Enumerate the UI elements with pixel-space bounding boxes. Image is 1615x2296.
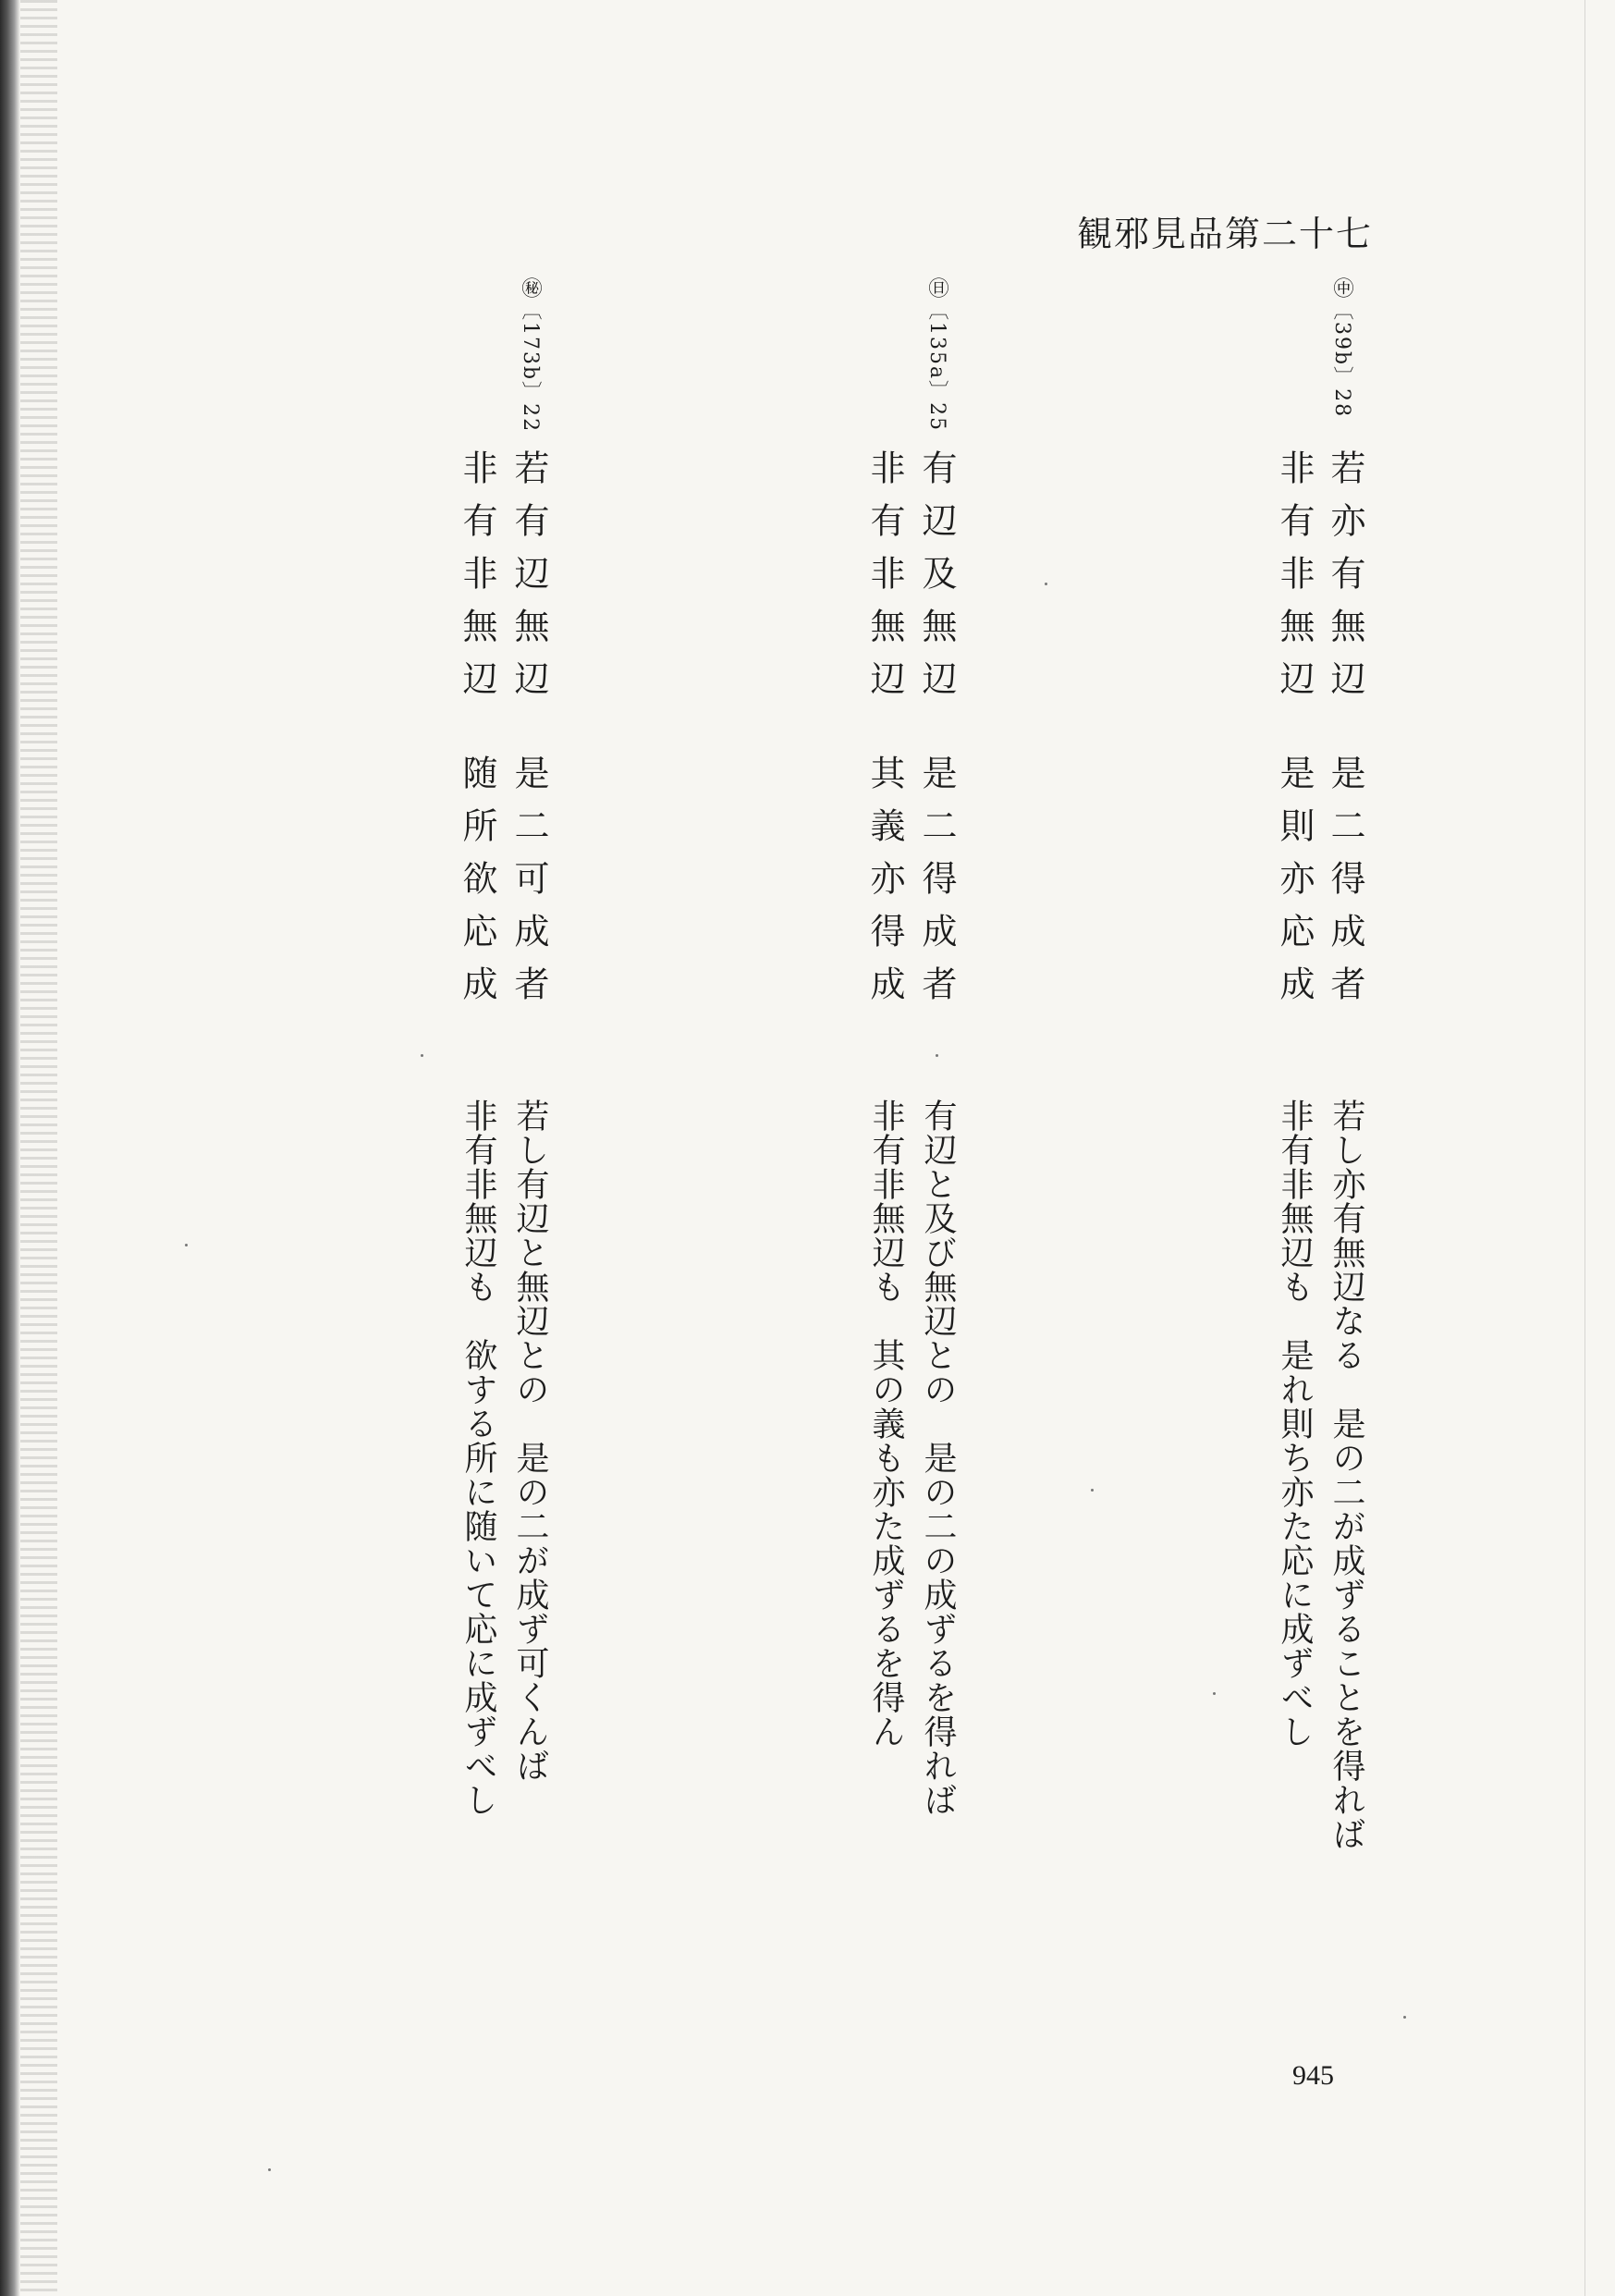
running-header: 観邪見品第二十七 — [1077, 214, 1374, 254]
block-3-verse-line-1: 若有辺無辺 — [508, 449, 549, 713]
scan-speck — [936, 1054, 938, 1057]
scan-speck — [1091, 1489, 1094, 1492]
block-3-reference: ㊙〔173b〕22 — [519, 277, 542, 434]
right-margin-line — [1584, 0, 1585, 2296]
scan-speck — [1403, 2016, 1406, 2019]
block-3-translation-line-1: 若し有辺と無辺との 是の二が成ず可くんば — [511, 1099, 549, 1783]
scan-speck — [268, 2168, 271, 2171]
block-2-verse-line-1: 有辺及無辺 — [916, 449, 957, 713]
block-2-verse-line-2: 是二得成者 — [916, 755, 957, 1018]
block-1-translation-line-2: 非有非無辺も 是れ則ち亦た応に成ずべし — [1276, 1099, 1314, 1749]
block-2-translation-line-2: 非有非無辺も 其の義も亦た成ずるを得ん — [867, 1099, 905, 1749]
scan-speck — [421, 1054, 423, 1057]
block-2-verse-line-4: 其義亦得成 — [864, 755, 905, 1018]
block-1-reference: ㊥〔39b〕28 — [1330, 277, 1353, 419]
block-3-translation-line-2: 非有非無辺も 欲する所に随いて応に成ずべし — [459, 1099, 497, 1817]
scan-speck — [1213, 1692, 1216, 1695]
scan-speck — [185, 1244, 188, 1246]
block-2-verse-line-3: 非有非無辺 — [864, 449, 905, 713]
block-1-verse-line-1: 若亦有無辺 — [1325, 449, 1365, 713]
scan-speck — [1045, 583, 1047, 585]
page-edge-texture — [20, 0, 57, 2296]
page-number: 945 — [1292, 2060, 1334, 2091]
block-1-verse-line-2: 是二得成者 — [1325, 755, 1365, 1018]
block-1-verse-line-3: 非有非無辺 — [1274, 449, 1315, 713]
block-3-verse-line-4: 随所欲応成 — [457, 755, 497, 1018]
block-2-reference: ㊐〔135a〕25 — [925, 277, 948, 433]
block-3-verse-line-2: 是二可成者 — [508, 755, 549, 1018]
page-edge-shadow — [0, 0, 20, 2296]
block-1-translation-line-1: 若し亦有無辺なる 是の二が成ずることを得れば — [1327, 1099, 1365, 1851]
block-2-translation-line-1: 有辺と及び無辺との 是の二の成ずるを得れば — [919, 1099, 957, 1817]
block-1-verse-line-4: 是則亦応成 — [1274, 755, 1315, 1018]
block-3-verse-line-3: 非有非無辺 — [457, 449, 497, 713]
